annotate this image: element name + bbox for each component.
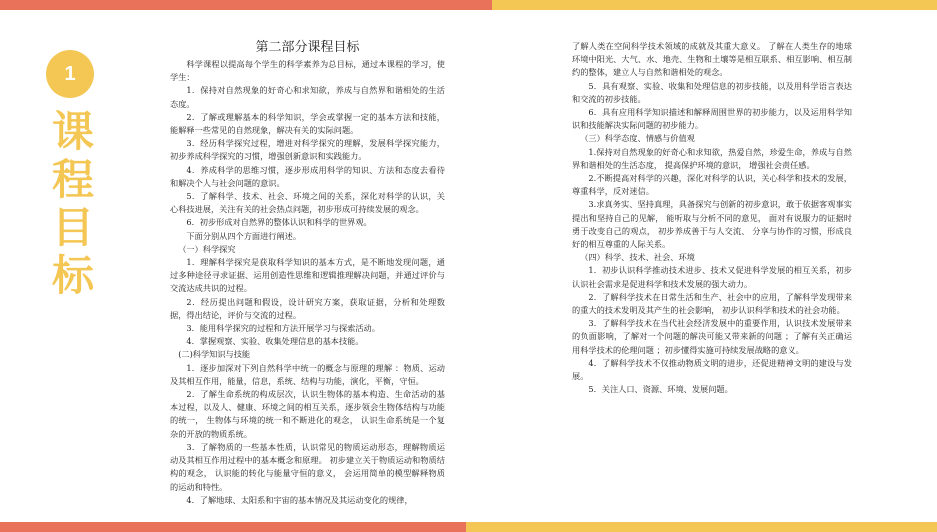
paragraph: 1.保持对自然现象的好奇心和求知欲，热爱自然，珍爱生命，养成与自然界和谐相处的生活态度， 提高保护环境的意识， 增强社会责任感。 (572, 146, 852, 170)
section-heading: （三）科学态度、情感与价值观 (580, 133, 695, 144)
paragraph: 3．能用科学探究的过程和方法开展学习与探索活动。 (186, 323, 380, 334)
document-left-column (170, 40, 445, 507)
paragraph: 4．了解地球、太阳系和宇宙的基本情况及其运动变化的规律， (186, 494, 413, 505)
paragraph: 1．初步认识科学推动技术进步、技术又促进科学发展的相互关系，初步认识社会需求是促进科学和技术发展的强大动力。 (572, 265, 852, 289)
paragraph: 5．了解科学、技术、社会、环境之间的关系，深化对科学的认识，关心科技进展，关注有关的社会热点问题，初步形成可持续发展的观念。 (170, 191, 445, 215)
paragraph: 2．了解生命系统的构成层次，认识生物体的基本构造、生命活动的基本过程，以及人、健康、环境之间的相互关系，逐步领会生物体结构与功能的统一， 生物体与环境的统一和不断进化的观念， 认识生命系统是一个复杂的开放的物质系统。 (170, 389, 445, 439)
paragraph: 6．初步形成对自然界的整体认识和科学的世界观。 (186, 217, 372, 228)
paragraph: 4．养成科学的思维习惯，逐步形成用科学的知识、方法和态度去看待和解决个人与社会问题的意识。 (170, 164, 445, 188)
side-title-char: 目 (51, 203, 94, 252)
paragraph: 5．关注人口、资源、环境、发展问题。 (588, 384, 733, 395)
side-title-char: 课 (51, 107, 94, 156)
paragraph: 1．逐步加深对下列自然科学中统一的概念与原理的理解 ：物质、运动及其相互作用，能量，信息，系统、结构与功能，演化，平衡，守恒。 (170, 362, 445, 386)
document-title: 第二部分课程目标 (255, 40, 360, 55)
paragraph: 了解人类在空间科学技术领域的成就及其重大意义。 了解在人类生存的地球环境中阳光、大气、水、地壳、生物和土壤等是相互联系、相互影响、相互制约的整体，建立人与自然和谐相处的观念。 (572, 41, 852, 78)
paragraph: 下面分别从四个方面进行阐述。 (186, 230, 302, 241)
top-right-accent-bar (492, 0, 937, 10)
paragraph: 4．掌握观察、实验、收集处理信息的基本技能。 (186, 336, 364, 347)
top-left-accent-bar (0, 0, 492, 10)
section-heading: （一）科学探究 (178, 243, 236, 254)
side-title-char: 程 (51, 155, 94, 204)
paragraph: 3．了解物质的一些基本性质，认识常见的物质运动形态，理解物质运动及其相互作用过程中的基本概念和原理。 初步建立关于物质运动和物质结构的观念， 认识能的转化与能量守恒的意义， 会运用简单的模型解释物质的运动和特性。 (170, 441, 445, 492)
section-heading: （四）科学、技术、社会、环境 (580, 252, 695, 263)
paragraph: 3．经历科学探究过程，增进对科学探究的理解，发展科学探究能力，初步养成科学探究的习惯，增强创新意识和实践能力。 (170, 138, 445, 162)
section-heading: (二)科学知识与技能 (178, 349, 251, 360)
side-title (48, 108, 98, 300)
paragraph: 3．了解科学技术在当代社会经济发展中的重要作用，认识技术发展带来的负面影响，了解对一个问题的解决可能又带来新的问题 ；了解有关正确运用科学技术的伦理问题 ；初步懂得实施可持续发展战略的意义。 (572, 318, 852, 355)
paragraph: 2．经历提出问题和假设，设计研究方案，获取证据，分析和处理数据，得出结论，评价与交流的过程。 (170, 296, 445, 320)
bottom-left-accent-bar (0, 522, 466, 532)
paragraph: 3.求真务实、坚持真理，具备探究与创新的初步意识，敢于依据客观事实提出和坚持自己的见解， 能听取与分析不同的意见， 面对有说服力的证据时勇于改变自己的观点， 初步养成善于与人交流、 分享与协作的习惯，形成良好的相互尊重的人际关系。 (572, 199, 852, 250)
paragraph: 5．具有观察、实验、收集和处理信息的初步技能，以及用科学语言表达和交流的初步技能。 (572, 80, 852, 104)
paragraph: 1．保持对自然现象的好奇心和求知欲，养成与自然界和谐相处的生活态度。 (170, 85, 445, 109)
paragraph: 2.不断提高对科学的兴趣，深化对科学的认识，关心科学和技术的发展，尊重科学，反对迷信。 (572, 173, 852, 197)
paragraph: 6．具有应用科学知识描述和解释周围世界的初步能力，以及运用科学知识和技能解决实际问题的初步能力。 (572, 107, 852, 131)
paragraph: 2．了解科学技术在日常生活和生产、社会中的应用，了解科学发现带来的重大的技术发明及其产生的社会影响， 初步认识科学和技术的社会功能。 (572, 291, 852, 316)
bottom-right-accent-bar (466, 522, 937, 532)
paragraph: 4．了解科学技术不仅推动物质文明的进步，还促进精神文明的建设与发展。 (572, 357, 852, 382)
paragraph: 1．理解科学探究是获取科学知识的基本方式，是不断地发现问题，通过多种途径寻求证据、运用创造性思维和逻辑推理解决问题，并通过评价与交流达成共识的过程。 (170, 257, 445, 294)
section-number-badge: 1 (46, 50, 94, 98)
paragraph: 科学课程以提高每个学生的科学素养为总目标，通过本课程的学习，使学生： (170, 59, 445, 83)
document-right-column (572, 40, 852, 396)
paragraph: 2．了解或理解基本的科学知识，学会或掌握一定的基本方法和技能，能解释一些常见的自然现象，解决有关的实际问题。 (170, 111, 445, 136)
side-title-char: 标 (51, 251, 94, 300)
